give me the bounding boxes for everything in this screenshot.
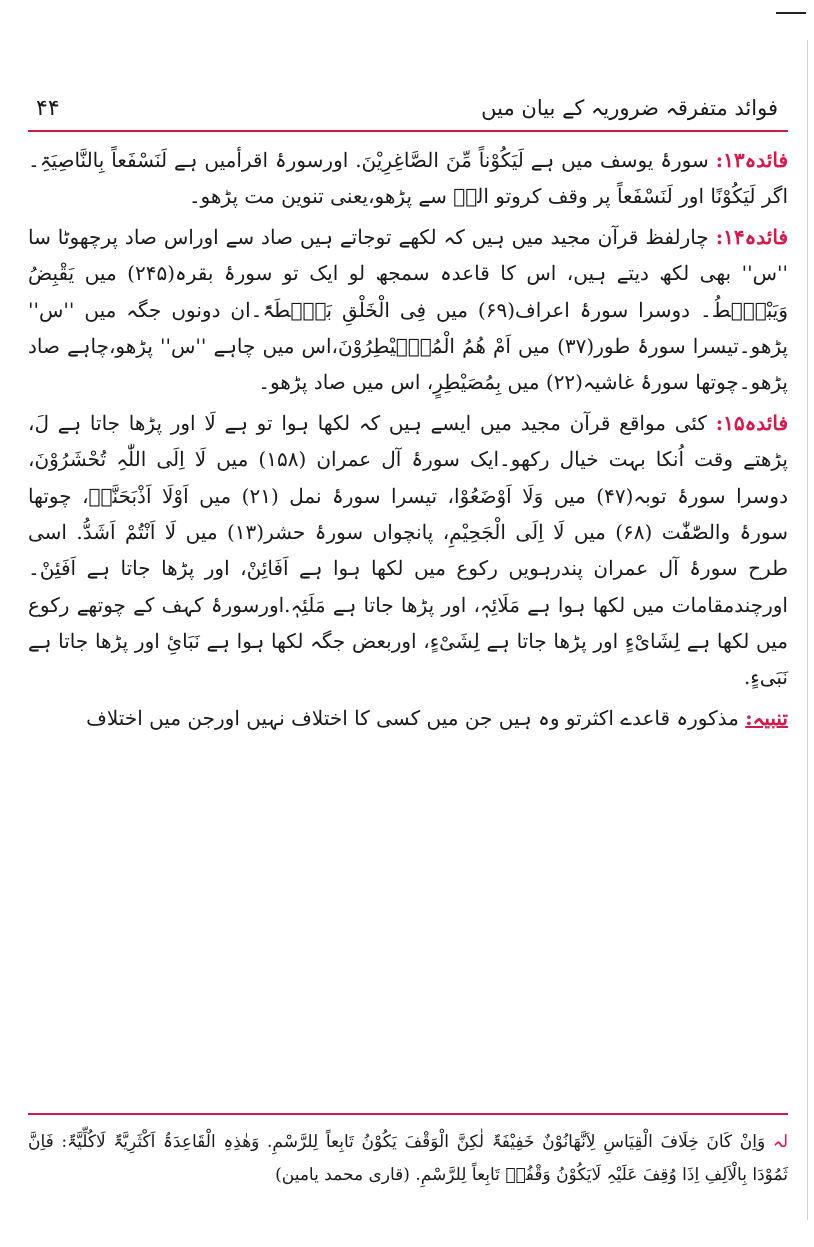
page-number: ۴۴ <box>36 96 60 121</box>
paragraph-faida-14 <box>28 219 788 401</box>
paragraph-text: کئی مواقع قرآن مجید میں ایسے ہیں کہ لکھا ہوا تو ہے لَا اور پڑھا جاتا ہے لَ، پڑھتے وقت اُنکا بہت خیال رکھو۔ایک سورۂ آل عمران (۱۵۸) میں لَا اِلَی اللّٰہِ تُحْشَرُوْنَ، دوسرا سورۂ توبہ(۴۷) میں وَلَا اَوْضَعُوْا، تیسرا سورۂ نمل (۲۱) میں اَوْلَا اَذْبَحَنَّہٗ، چوتھا سورۂ والصّٰفّٰت (۶۸) میں لَا اِلَی الْجَحِیْمِ، پانچواں سورۂ حشر(۱۳) میں لَا اَنْتُمْ اَشَدُّ. اسی طرح سورۂ آل عمران پندرہویں رکوع میں لکھا ہوا ہے اَفَائِنْ، اور پڑھا جاتا ہے اَفَئِنْ۔اورچندمقامات میں لکھا ہوا ہے مَلَائِہٖ، اور پڑھا جاتا ہے مَلَئِہٖ.اورسورۂ کہف کے چوتھے رکوع میں لکھا ہے لِشَایْءٍ اور پڑھا جاتا ہے لِشَیْءٍ، اوربعض جگہ لکھا ہوا ہے نَبَائِ اور پڑھا جاتا ہے نَبَیءٍ. <box>28 410 789 690</box>
footnote-marker: لہ <box>772 1132 788 1152</box>
paragraph-text: سورۂ یوسف میں ہے لَیَکُوْناً مِّنَ الصَّاغِرِیْنَ. اورسورۂ اقرأمیں ہے لَنَسْفَعاً بِالنَّاصِیَۃِ۔ اگر لَیَکُوْنًا اور لَنَسْفَعاً پر وقف کروتو الفؔ سے پڑھو،یعنی تنوین مت پڑھو۔ <box>28 148 788 209</box>
paragraph-text: چارلفظ قرآن مجید میں ہیں کہ لکھے توجاتے ہیں صاد سے اوراس صاد پرچھوٹا سا ''س'' بھی لکھ دیتے ہیں، اس کا قاعدہ سمجھ لو ایک تو سورۂ بقرہ(۲۴۵) میں یَقْبِضُ وَیَبْصُۜطُ۔ دوسرا سورۂ اعراف(۶۹) میں فِی الْخَلْقِ بَصْۜطَۃً۔ان دونوں جگہ میں ''س'' پڑھو۔تیسرا سورۂ طور(۳۷) میں اَمْ ھُمُ الْمُصَۜیْطِرُوْنَ،اس میں چاہے ''س'' پڑھو،چاہے صاد پڑھو۔چوتھا سورۂ غاشیہ(۲۲) میں بِمُصَیْطِرٍ، اس میں صاد پڑھو۔ <box>28 224 788 395</box>
paragraph-label: فائدہ۱۵: <box>715 410 788 435</box>
footnote-rule <box>28 1113 788 1115</box>
page-body <box>28 142 788 740</box>
paragraph-faida-13 <box>28 142 788 215</box>
corner-mark <box>776 12 806 14</box>
paragraph-label: فائدہ۱۳: <box>715 148 788 172</box>
header-rule <box>28 130 788 132</box>
footnotes <box>28 1126 788 1192</box>
page-edge-line <box>807 40 808 1220</box>
paragraph-label: فائدہ۱۴: <box>715 224 788 249</box>
page-header <box>28 92 788 132</box>
paragraph-text: مذکورہ قاعدے اکثرتو وہ ہیں جن میں کسی کا اختلاف نہیں اورجن میں اختلاف <box>86 705 746 730</box>
note-label: تنبیہ: <box>745 705 788 730</box>
running-title: فوائد متفرقہ ضروریہ کے بیان میں <box>481 96 778 120</box>
footnote <box>28 1126 788 1192</box>
paragraph-faida-15 <box>28 405 788 696</box>
paragraph-tanbih <box>28 700 788 736</box>
footnote-text: وَاِنْ کَانَ خِلَافَ الْقِیَاسِ لِاَنَّھَانُوْنٌ خَفِیْفَۃٌ لٰکِنَّ الْوَقْفَ یَکُوْنُ تَابِعاً لِلرَّسْمِ. وَھٰذِہِ الْقَاعِدَۃُ اَکْثَرِیَّۃٌ لَاکُلِّیَّۃٌ: فَاِنَّ ثَمُوْدَا بِالْاَلِفِ اِذَا وُقِفَ عَلَیْہِ لَایَکُوْنُ وَقْفُہٗ تَابِعاً لِلرَّسْمِ. (قاری محمد یامین) <box>28 1132 788 1186</box>
